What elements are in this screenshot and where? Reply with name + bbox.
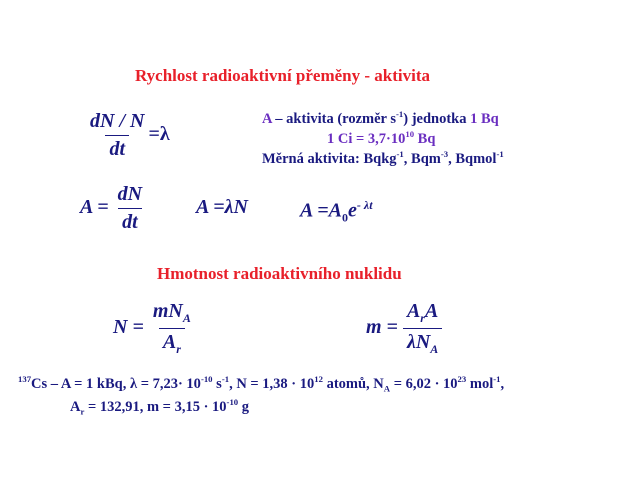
activity-text-2: ) jednotka [403, 110, 471, 127]
equation-exponential-decay [300, 198, 373, 226]
example-line-2 [70, 397, 249, 417]
equation-decay-rate [86, 110, 170, 161]
exponent: -1 [221, 374, 230, 384]
fraction [149, 300, 195, 357]
fraction [403, 300, 442, 357]
mass-number: 137 [18, 374, 32, 384]
exponent: -1 [396, 149, 404, 159]
fraction-numerator: dN / N [90, 110, 145, 132]
subscript: 0 [341, 210, 348, 225]
example-text: · 10 [177, 375, 201, 392]
multiply-dot: · [386, 130, 391, 147]
subscript: A [430, 342, 439, 356]
activity-text: – aktivita (rozměr s [271, 110, 396, 127]
subscript: r [80, 406, 85, 417]
fraction-denominator [403, 328, 442, 357]
fraction-denominator [159, 328, 185, 357]
equation-lhs: A =A [300, 199, 342, 222]
numerator-text: mN [152, 300, 183, 322]
fraction-denominator: dt [105, 135, 129, 161]
exponent: -10 [200, 374, 213, 384]
fraction [114, 183, 146, 234]
specific-activity-line [262, 149, 504, 168]
activity-symbol: A [262, 110, 272, 127]
exponent: 10 [405, 129, 415, 139]
specific-activity-label: Měrná aktivita: Bqkg [262, 150, 397, 167]
subscript: A [182, 311, 191, 325]
curie-unit: Bq [414, 130, 436, 147]
exponent: -3 [440, 149, 449, 159]
numerator-text: A [406, 300, 421, 322]
example-text: g [238, 398, 250, 415]
power-base: 10 [390, 130, 406, 147]
section-title-activity: Rychlost radioaktivní přeměny - aktivita [135, 66, 431, 85]
activity-definition-line [262, 109, 499, 128]
example-text: = 132,91, m = 3,15 [84, 398, 204, 415]
equation-lhs: A = [80, 196, 109, 219]
equation-rhs: =λ [148, 123, 170, 146]
exponent: -1 [395, 109, 404, 119]
equation-lhs: m = [366, 316, 398, 339]
exponent: 23 [457, 374, 467, 384]
equation-mass [366, 300, 442, 357]
example-text: , [500, 375, 505, 392]
example-text: s [212, 375, 222, 392]
euler-e: e [347, 199, 357, 222]
fraction-numerator [403, 300, 442, 328]
example-text: atomů, N [322, 375, 384, 392]
subscript: r [176, 342, 181, 356]
example-line-1 [18, 374, 504, 394]
subscript: A [383, 383, 391, 394]
equation-activity-derivative [80, 183, 146, 234]
denominator-text: λN [406, 331, 431, 353]
example-text: = 6,02 [390, 375, 435, 392]
example-text: mol [466, 375, 494, 392]
section-title-mass: Hmotnost radioaktivního nuklidu [157, 264, 402, 283]
numerator-text: A [424, 300, 439, 322]
unit-bq: 1 Bq [470, 110, 499, 127]
exponent: -1 [493, 374, 501, 384]
example-text: · 10 [203, 398, 227, 415]
example-text: , N = 1,38 [229, 375, 292, 392]
curie-value: 1 Ci = 3,7 [327, 130, 387, 147]
exponent: - λt [356, 198, 373, 212]
exponent: -1 [496, 149, 504, 159]
exponent: -10 [226, 397, 239, 407]
exponent: 12 [314, 374, 323, 384]
unit-text: , Bqmol [448, 150, 497, 167]
fraction-numerator [149, 300, 195, 328]
unit-text: , Bqm [403, 150, 441, 167]
example-text: A [70, 398, 81, 415]
fraction-denominator: dt [118, 208, 142, 234]
denominator-text: A [162, 331, 177, 353]
example-text: · 10 [434, 375, 458, 392]
equation-number-of-atoms [113, 300, 195, 357]
example-text: · 10 [291, 375, 315, 392]
example-text: Cs – A = 1 kBq, λ = 7,23 [31, 375, 178, 392]
equation-activity-lambda: A =λN [196, 196, 248, 218]
curie-conversion-line [327, 129, 435, 148]
subscript: r [420, 311, 425, 325]
fraction-numerator: dN [117, 183, 143, 205]
fraction [86, 110, 148, 161]
equation-lhs: N = [113, 316, 144, 339]
